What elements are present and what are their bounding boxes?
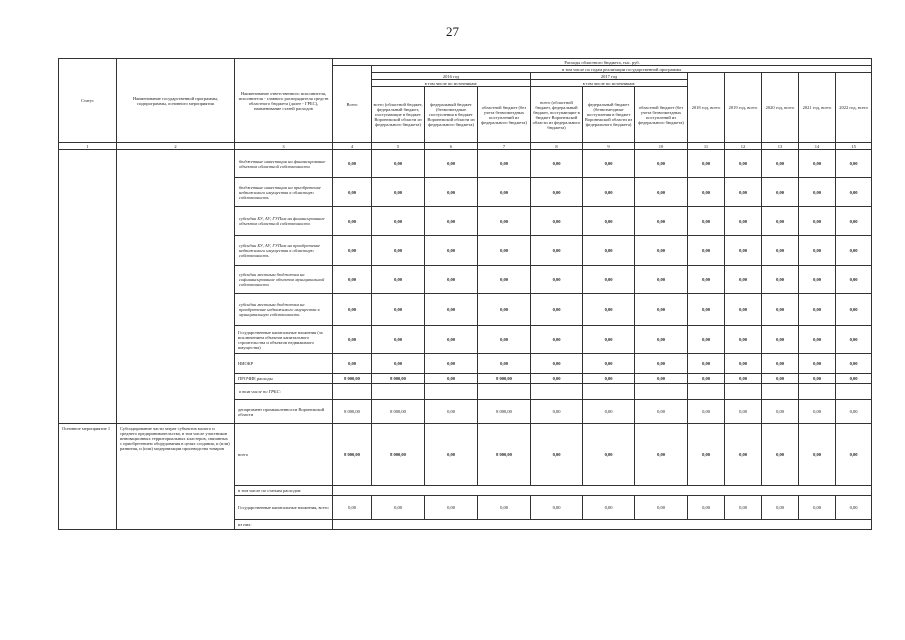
- value-cell: 0,00: [583, 266, 635, 294]
- column-number-row: [59, 143, 872, 150]
- value-cell: 0,00: [836, 496, 872, 520]
- value-cell: 0,00: [478, 266, 531, 294]
- program-cell-empty: [117, 150, 235, 424]
- value-cell: 0,00: [799, 236, 836, 266]
- value-cell: 0,00: [725, 178, 762, 207]
- header-executor: Наименование ответственного исполнителя, исполнителя - главного распорядителя средств областного бюджета (далее - ГРБС), наименование статей расходов: [235, 59, 333, 143]
- value-cell: 0,00: [635, 496, 688, 520]
- value-cell: 0,00: [688, 496, 725, 520]
- value-cell: 8 000,00: [372, 400, 425, 424]
- column-number: 3: [235, 143, 333, 150]
- value-cell: 0,00: [425, 326, 478, 354]
- value-cell: 0,00: [725, 150, 762, 178]
- row-label-incl-items: в том числе по статьям расходов:: [235, 486, 333, 496]
- value-cell: 0,00: [583, 326, 635, 354]
- value-cell: 0,00: [688, 374, 725, 384]
- value-cell: 0,00: [688, 326, 725, 354]
- value-cell-empty: [531, 384, 583, 400]
- header-2020: 2020 год, всего: [762, 73, 799, 143]
- value-cell-empty: [425, 384, 478, 400]
- value-cell: 0,00: [333, 178, 372, 207]
- budget-table: [58, 58, 872, 530]
- value-cell: 0,00: [425, 374, 478, 384]
- header-2022: 2022 год, всего: [836, 73, 872, 143]
- value-cell-empty: [688, 384, 725, 400]
- header-c8: всего (областной бюджет, федеральный бюджет, поступающие в бюджет Воронежской области из федерального бюджета): [531, 87, 583, 143]
- value-cell: 0,00: [531, 150, 583, 178]
- value-cell: 0,00: [531, 207, 583, 236]
- column-number: 5: [372, 143, 425, 150]
- value-cell: 0,00: [583, 236, 635, 266]
- row-label-incl: из них:: [235, 520, 333, 530]
- header-program-name: Наименование государственной программы, подпрограммы, основного мероприятия: [117, 59, 235, 143]
- value-cell: 0,00: [372, 178, 425, 207]
- value-cell: 0,00: [372, 294, 425, 326]
- value-cell: 0,00: [425, 178, 478, 207]
- value-cell: 0,00: [478, 150, 531, 178]
- value-cell: 0,00: [725, 294, 762, 326]
- page-number: 27: [446, 24, 459, 39]
- value-cell: 0,00: [725, 266, 762, 294]
- header-2018: 2018 год, всего: [688, 73, 725, 143]
- value-cell: 0,00: [372, 326, 425, 354]
- value-cell: 0,00: [688, 236, 725, 266]
- value-cell: 0,00: [725, 236, 762, 266]
- value-cell: 0,00: [762, 236, 799, 266]
- value-cell: 0,00: [762, 294, 799, 326]
- value-cell: 0,00: [836, 236, 872, 266]
- value-cell: 0,00: [836, 207, 872, 236]
- value-cell: 0,00: [799, 266, 836, 294]
- value-cell: 0,00: [583, 424, 635, 486]
- row-label-department: департамент промышленности Воронежской области: [235, 400, 333, 424]
- row-label: субсидии местным бюджетам на приобретение недвижимого имущества в муниципальную собственность: [235, 294, 333, 326]
- value-cell: 0,00: [799, 424, 836, 486]
- row-label: бюджетные инвестиции на приобретение недвижимого имущества в областную собственность: [235, 178, 333, 207]
- value-cell: 0,00: [478, 294, 531, 326]
- value-cell: 0,00: [688, 266, 725, 294]
- value-cell: 0,00: [762, 354, 799, 374]
- value-cell-empty: [583, 384, 635, 400]
- value-cell: 0,00: [635, 400, 688, 424]
- header-status: Статус: [59, 59, 117, 143]
- value-cell: 0,00: [688, 424, 725, 486]
- row-label: ПРОЧИЕ расходы: [235, 374, 333, 384]
- value-cell: 8 000,00: [333, 400, 372, 424]
- value-cell: 0,00: [799, 354, 836, 374]
- value-cell: 0,00: [635, 178, 688, 207]
- value-cell: 8 000,00: [478, 424, 531, 486]
- value-cell: 0,00: [799, 374, 836, 384]
- value-cell: 0,00: [478, 496, 531, 520]
- value-cell: 0,00: [688, 207, 725, 236]
- value-cell: 0,00: [531, 354, 583, 374]
- column-number: 15: [836, 143, 872, 150]
- value-cell: 8 000,00: [333, 424, 372, 486]
- value-cell: 0,00: [762, 178, 799, 207]
- column-number: 7: [478, 143, 531, 150]
- value-cell-empty: [836, 384, 872, 400]
- row-label: Государственные капитальные вложения (за исключением объектов капитального строительства и объектов недвижимого имущества): [235, 326, 333, 354]
- value-cell: 0,00: [372, 207, 425, 236]
- value-cell: 0,00: [478, 207, 531, 236]
- header-c6: федеральный бюджет (безвозмездные поступления в бюджет Воронежской области из федерального бюджета): [425, 87, 478, 143]
- row-label-capital: Государственные капитальные вложения, всего: [235, 496, 333, 520]
- value-cell: 0,00: [688, 150, 725, 178]
- value-cell: 0,00: [531, 236, 583, 266]
- value-cell: 0,00: [762, 207, 799, 236]
- value-cell: 0,00: [425, 266, 478, 294]
- main-activity-name: Субсидирование части затрат субъектов малого и среднего предпринимательства, в том числе участников инновационных территориальных кластеров, связанных с приобретением оборудования в целях создания, и (или) развития, и (или) модернизации производства товаров: [117, 424, 235, 530]
- value-cell: 8 000,00: [372, 374, 425, 384]
- value-cell: 8 000,00: [372, 424, 425, 486]
- value-cell: 0,00: [635, 424, 688, 486]
- value-cell: 0,00: [836, 326, 872, 354]
- value-cell: 0,00: [333, 354, 372, 374]
- header-c5: всего (областной бюджет, федеральный бюджет, поступающие в бюджет Воронежской области из федерального бюджета): [372, 87, 425, 143]
- value-cell: 0,00: [836, 354, 872, 374]
- value-cell: 0,00: [372, 496, 425, 520]
- value-cell: 0,00: [688, 178, 725, 207]
- row-label: НИОКР: [235, 354, 333, 374]
- value-cell: 0,00: [333, 294, 372, 326]
- header-by-years: в том числе по годам реализации государственной программы: [372, 66, 872, 73]
- value-cell: 0,00: [799, 178, 836, 207]
- value-cell: 0,00: [799, 294, 836, 326]
- value-cell: 8 000,00: [478, 374, 531, 384]
- value-cell: 0,00: [836, 374, 872, 384]
- value-cell: 8 000,00: [333, 374, 372, 384]
- value-cell: 0,00: [531, 424, 583, 486]
- value-cell-empty: [725, 384, 762, 400]
- value-cell: 0,00: [836, 424, 872, 486]
- value-cell: 0,00: [799, 326, 836, 354]
- table-row: [59, 424, 872, 486]
- table-row: [59, 150, 872, 178]
- value-cell: 0,00: [762, 400, 799, 424]
- value-cell: 0,00: [425, 354, 478, 374]
- value-cell: 0,00: [372, 354, 425, 374]
- budget-table-wrapper: [58, 58, 868, 530]
- value-cell: 0,00: [688, 400, 725, 424]
- value-cell: 0,00: [635, 374, 688, 384]
- column-number: 1: [59, 143, 117, 150]
- column-number: 2: [117, 143, 235, 150]
- value-cell: 0,00: [531, 266, 583, 294]
- value-cell: 0,00: [836, 400, 872, 424]
- row-label: бюджетные инвестиции на финансирование объектов областной собственности: [235, 150, 333, 178]
- value-cell-empty: [333, 520, 872, 530]
- value-cell: 0,00: [799, 150, 836, 178]
- value-cell: 0,00: [725, 496, 762, 520]
- value-cell: 0,00: [583, 400, 635, 424]
- column-number: 6: [425, 143, 478, 150]
- value-cell: 0,00: [725, 400, 762, 424]
- header-2019: 2019 год, всего: [725, 73, 762, 143]
- value-cell: 0,00: [725, 374, 762, 384]
- value-cell: 0,00: [478, 326, 531, 354]
- value-cell: 0,00: [799, 496, 836, 520]
- value-cell: 0,00: [425, 496, 478, 520]
- value-cell: 0,00: [531, 496, 583, 520]
- value-cell: 0,00: [372, 150, 425, 178]
- value-cell: 0,00: [372, 266, 425, 294]
- value-cell: 0,00: [635, 150, 688, 178]
- value-cell: 0,00: [333, 266, 372, 294]
- value-cell: 0,00: [478, 236, 531, 266]
- value-cell: 0,00: [725, 207, 762, 236]
- value-cell: 0,00: [372, 236, 425, 266]
- value-cell-empty: [333, 486, 872, 496]
- status-cell-empty: [59, 150, 117, 424]
- value-cell: 0,00: [333, 150, 372, 178]
- value-cell: 0,00: [583, 354, 635, 374]
- value-cell: 0,00: [333, 496, 372, 520]
- value-cell: 8 000,00: [478, 400, 531, 424]
- header-sources-2017: в том числе по источникам:: [531, 80, 688, 87]
- value-cell: 0,00: [531, 294, 583, 326]
- value-cell: 0,00: [333, 326, 372, 354]
- row-label-total: всего: [235, 424, 333, 486]
- value-cell: 0,00: [836, 294, 872, 326]
- header-c7: областной бюджет (без учета безвозмездных поступлений из федерального бюджета): [478, 87, 531, 143]
- value-cell: 0,00: [531, 400, 583, 424]
- value-cell: 0,00: [425, 207, 478, 236]
- value-cell: 0,00: [425, 294, 478, 326]
- value-cell: 0,00: [836, 266, 872, 294]
- value-cell: 0,00: [762, 496, 799, 520]
- header-2021: 2021 год, всего: [799, 73, 836, 143]
- header-sources-2016: в том числе по источникам:: [372, 80, 531, 87]
- value-cell-empty: [799, 384, 836, 400]
- value-cell: 0,00: [635, 207, 688, 236]
- header-expenses: Расходы областного бюджета, тыс. руб.: [333, 59, 872, 66]
- value-cell: 0,00: [425, 424, 478, 486]
- row-label-incl-grbs: в том числе по ГРБС:: [235, 384, 333, 400]
- column-number: 9: [583, 143, 635, 150]
- value-cell: 0,00: [583, 496, 635, 520]
- column-number: 10: [635, 143, 688, 150]
- column-number: 12: [725, 143, 762, 150]
- value-cell: 0,00: [583, 150, 635, 178]
- value-cell: 0,00: [583, 294, 635, 326]
- value-cell: 0,00: [531, 374, 583, 384]
- value-cell-empty: [635, 384, 688, 400]
- column-number: 11: [688, 143, 725, 150]
- row-label: субсидии БУ, АУ, ГУПам на финансирование объектов областной собственности: [235, 207, 333, 236]
- value-cell-empty: [333, 384, 372, 400]
- value-cell: 0,00: [583, 207, 635, 236]
- value-cell: 0,00: [333, 207, 372, 236]
- column-number: 8: [531, 143, 583, 150]
- value-cell: 0,00: [425, 400, 478, 424]
- status-main-activity: Основное мероприятие 1: [59, 424, 117, 530]
- value-cell: 0,00: [688, 354, 725, 374]
- value-cell: 0,00: [762, 150, 799, 178]
- column-number: 14: [799, 143, 836, 150]
- value-cell: 0,00: [762, 374, 799, 384]
- value-cell: 0,00: [635, 326, 688, 354]
- header-c9: федеральный бюджет (безвозмездные поступления в бюджет Воронежской области из федерального бюджета): [583, 87, 635, 143]
- value-cell: 0,00: [725, 424, 762, 486]
- value-cell: 0,00: [635, 294, 688, 326]
- value-cell: 0,00: [762, 326, 799, 354]
- value-cell-empty: [762, 384, 799, 400]
- value-cell: 0,00: [583, 178, 635, 207]
- value-cell: 0,00: [583, 374, 635, 384]
- value-cell: 0,00: [762, 424, 799, 486]
- value-cell: 0,00: [799, 207, 836, 236]
- value-cell: 0,00: [531, 326, 583, 354]
- value-cell: 0,00: [635, 236, 688, 266]
- value-cell: 0,00: [836, 150, 872, 178]
- value-cell: 0,00: [635, 354, 688, 374]
- value-cell: 0,00: [478, 178, 531, 207]
- value-cell: 0,00: [635, 266, 688, 294]
- value-cell: 0,00: [799, 400, 836, 424]
- header-2016: 2016 год: [372, 73, 531, 80]
- row-label: субсидии местным бюджетам на софинансирование объектов муниципальной собственности: [235, 266, 333, 294]
- value-cell: 0,00: [725, 354, 762, 374]
- column-number: 13: [762, 143, 799, 150]
- row-label: субсидии БУ, АУ, ГУПам на приобретение недвижимого имущества в областную собственность: [235, 236, 333, 266]
- value-cell-empty: [372, 384, 425, 400]
- value-cell: 0,00: [762, 266, 799, 294]
- value-cell: 0,00: [531, 178, 583, 207]
- value-cell: 0,00: [688, 294, 725, 326]
- column-number: 4: [333, 143, 372, 150]
- header-c10: областной бюджет (без учета безвозмездных поступлений из федерального бюджета): [635, 87, 688, 143]
- value-cell: 0,00: [425, 236, 478, 266]
- header-total: Всего: [333, 66, 372, 143]
- value-cell: 0,00: [725, 326, 762, 354]
- header-2017: 2017 год: [531, 73, 688, 80]
- value-cell: 0,00: [836, 178, 872, 207]
- value-cell: 0,00: [425, 150, 478, 178]
- value-cell: 0,00: [333, 236, 372, 266]
- value-cell-empty: [478, 384, 531, 400]
- value-cell: 0,00: [478, 354, 531, 374]
